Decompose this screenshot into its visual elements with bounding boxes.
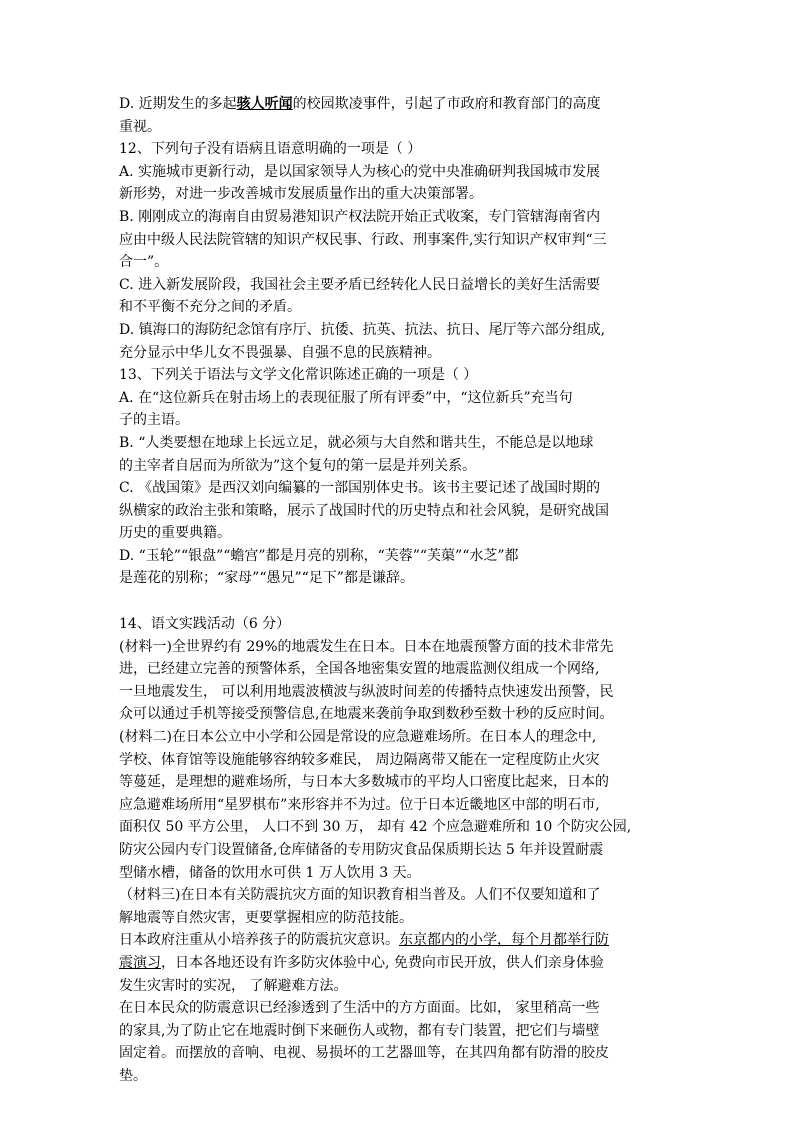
q12-line: 合一”。 <box>119 254 169 271</box>
q12-line: 和不平衡不充分之间的矛盾。 <box>119 299 301 316</box>
material-1-line: 进，已经建立完善的预警体系，全国各地密集安置的地震监测仪组成一个网络, <box>119 661 600 678</box>
material-3-line: 震演习，日本各地还设有许多防灾体验中心, 免费向市民开放，供人们亲身体验 <box>119 954 604 971</box>
underlined-phrase: 震演习 <box>119 954 161 971</box>
q13-line: 是莲花的别称；“家母”“愚兄”“足下”都是谦辞。 <box>119 570 414 587</box>
q13-line: 纵横家的政治主张和策略，展示了战国时代的历史特点和社会风貌，是研究战国 <box>119 502 609 519</box>
q13-stem: 13、下列关于语法与文学文化常识陈述正确的一项是（ ） <box>119 367 478 384</box>
blank-line <box>119 590 679 613</box>
material-1-line: (材料一)全世界约有 29%的地震发生在日本。日本在地震预警方面的技术非常先 <box>119 638 614 655</box>
q11-option-d-line2: 重视。 <box>119 118 161 135</box>
material-3-line: 日本政府注重从小培养孩子的防震抗灾意识。东京都内的小学，每个月都举行防 <box>119 932 609 949</box>
q12-stem: 12、下列句子没有语病且语意明确的一项是（ ） <box>119 141 422 158</box>
q14-stem: 14、语文实践活动（6 分） <box>119 616 291 633</box>
q12-line: D. 镇海口的海防纪念馆有序厅、抗倭、抗英、抗法、抗日、尾厅等六部分组成, <box>119 321 606 338</box>
q13-line: C. 《战国策》是西汉刘向编纂的一部国别体史书。该书主要记述了战国时期的 <box>119 480 601 497</box>
q13-line: B. “人类要想在地球上长远立足，就必须与大自然和谐共生，不能总是以地球 <box>119 434 594 451</box>
material-1-line: 众可以通过手机等接受预警信息,在地震来袭前争取到数秒至数十秒的反应时间。 <box>119 706 614 723</box>
material-2-line: 防灾公园内专门设置储备,仓库储备的专用防灾食品保质期长达 5 年并设置耐震 <box>119 842 604 858</box>
material-4-line: 的家具,为了防止它在地震时倒下来砸伤人或物，都有专门装置，把它们与墙壁 <box>119 1022 600 1039</box>
material-4-line: 固定着。而摆放的音响、电视、易损坏的工艺器皿等，在其四角都有防滑的胶皮 <box>119 1045 609 1062</box>
underlined-phrase: 东京都内的小学，每个月都举行防 <box>399 932 609 949</box>
q13-line: 的主宰者自居而为所欲为”这个复句的第一层是并列关系。 <box>119 457 477 474</box>
material-2-line: 学校、体育馆等设施能够容纳较多难民， 周边隔离带又能在一定程度防止火灾 <box>119 751 600 768</box>
material-3-line: （材料三)在日本有关防震抗灾方面的知识教育相当普及。人们不仅要知道和了 <box>119 887 601 904</box>
material-2-line: 应急避难场所用“星罗棋布”来形容并不为过。位于日本近畿地区中部的明石市, <box>119 796 600 813</box>
material-4-line: 垫。 <box>119 1067 147 1084</box>
material-1-line: 一旦地震发生， 可以利用地震波横波与纵波时间差的传播特点快速发出预警，民 <box>119 683 614 700</box>
q11-option-d-line1: D. 近期发生的多起骇人听闻的校园欺凌事件，引起了市政府和教育部门的高度 <box>119 96 601 112</box>
idiom-underlined: 骇人听闻 <box>236 96 293 112</box>
material-4-line: 在日本民众的防震意识已经渗透到了生活中的方方面面。比如， 家里稍高一些 <box>119 1000 600 1017</box>
material-2-line: 面积仅 50 平方公里， 人口不到 30 万， 却有 42 个应急避难所和 10 个防灾公园, <box>119 819 632 836</box>
q12-line: 新形势，对进一步改善城市发展质量作出的重大决策部署。 <box>119 186 483 203</box>
q13-line: 子的主语。 <box>119 412 189 429</box>
material-3-line: 发生灾害时的实况， 了解避难方法。 <box>119 977 348 994</box>
material-3-line: 解地震等自然灾害，更要掌握相应的防范技能。 <box>119 909 413 926</box>
material-2-line: 型储水槽，储备的饮用水可供 1 万人饮用 3 天。 <box>119 864 421 881</box>
q12-line: 应由中级人民法院管辖的知识产权民事、行政、刑事案件,实行知识产权审判“三 <box>119 231 607 248</box>
q12-line: C. 进入新发展阶段，我国社会主要矛盾已经转化人民日益增长的美好生活需要 <box>119 276 601 293</box>
q13-line: 历史的重要典籍。 <box>119 525 231 542</box>
material-2-line: (材料二)在日本公立中小学和公园是常设的应急避难场所。在日本人的理念中, <box>119 729 597 746</box>
q12-line: 充分显示中华儿女不畏强暴、自强不息的民族精神。 <box>119 344 441 361</box>
q13-line: A. 在“这位新兵在射击场上的表现征服了所有评委”中，“这位新兵”充当句 <box>119 389 573 406</box>
q13-line: D. “玉轮”“银盘”“蟾宫”都是月亮的别称，“芙蓉”“芙蕖”“水芝”都 <box>119 547 519 564</box>
q12-line: A. 实施城市更新行动，是以国家领导人为核心的党中央准确研判我国城市发展 <box>119 163 601 180</box>
material-2-line: 等蔓延，是理想的避难场所，与日本大多数城市的平均人口密度比起来，日本的 <box>119 774 609 791</box>
document-page <box>119 93 679 1088</box>
q12-line: B. 刚刚成立的海南自由贸易港知识产权法院开始正式收案，专门管辖海南省内 <box>119 208 601 225</box>
